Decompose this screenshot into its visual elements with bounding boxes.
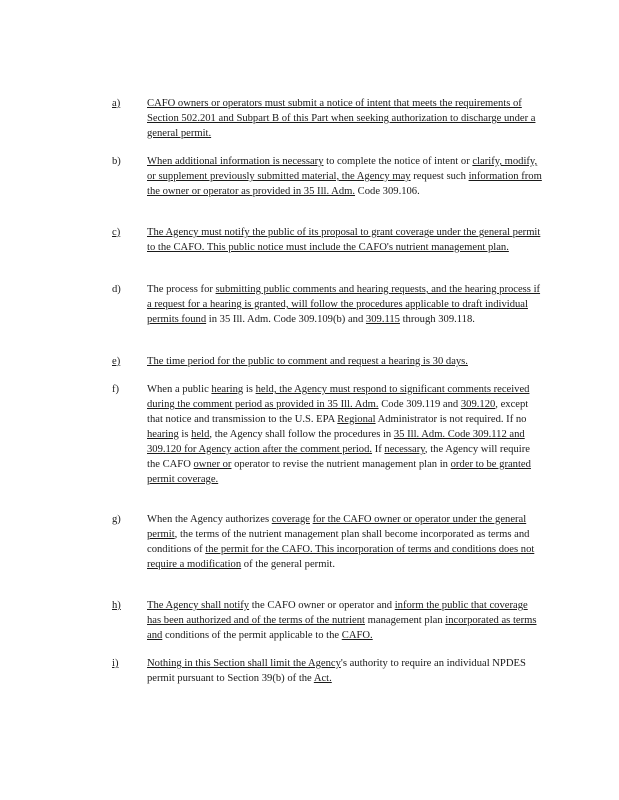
text-segment: , the terms of the nutrient management plan shall become incorporated as terms and conditions of [147,529,530,555]
text-segment: through 309.118. [399,314,475,325]
text-segment: held [191,429,210,440]
text-segment: , the Agency will require the CAFO [147,444,530,470]
text-segment: Code 309.106. [355,186,420,197]
text-segment: inform the public that coverage has been authorized and of the terms of the nutrient [147,600,528,626]
text-segment: When a public [147,384,212,395]
text-segment: management plan [364,615,446,626]
paragraph-f [112,382,552,487]
paragraph-marker: c) [112,227,121,238]
text-segment: Nothing in this Section shall limit the Agency [147,658,341,669]
text-segment: hearing [211,384,244,395]
text-segment: hearing [147,429,179,440]
paragraph-text [147,354,543,369]
text-segment: owner or [193,459,232,470]
text-segment: When the Agency authorizes [147,514,272,525]
paragraph-marker: e) [112,356,121,367]
text-segment: 's authority to require an individual NPDES permit pursuant to Section 39(b) of the [147,658,526,684]
text-segment: , the Agency shall follow the procedures in [209,429,394,440]
text-segment: submitting public comments and hearing requests, and the hearing process if a request for a hearing is granted, will follow the procedures applicable to draft individual permits found [147,284,541,325]
paragraph-a [112,96,552,141]
text-segment: CAFO. [341,630,373,641]
paragraph-text [147,225,543,255]
paragraph-marker: i) [112,658,119,669]
text-segment: incorporated as terms and [147,615,537,641]
paragraph-marker: a) [112,98,121,109]
paragraph-b [112,154,552,199]
text-segment: of the general permit. [241,559,335,570]
paragraph-marker: d) [112,284,121,295]
text-segment: for the CAFO owner or operator under the general permit [147,514,527,540]
paragraph-i [112,656,552,686]
paragraph-c [112,225,552,255]
paragraph-text [147,382,543,487]
paragraph-marker: g) [112,514,121,525]
text-segment: coverage [271,514,310,525]
text-segment: is [178,429,192,440]
text-segment: the CAFO owner or operator and [249,600,395,611]
text-segment: Code 309.119 and [378,399,461,410]
text-segment: Administrator is not required. If no [375,414,527,425]
text-segment: clarify, modify, or supplement previously submitted material, the Agency may [147,156,538,182]
paragraph-e [112,354,552,369]
text-segment: held, the Agency must respond to significant comments received during the comment period as provided in 35 Ill. Adm. [147,384,530,410]
text-segment: necessary [384,444,425,455]
text-segment: The Agency must notify the public of its proposal to grant coverage under the general permit to the CAFO. This public notice must include the CAFO's nutrient management plan. [147,227,541,253]
text-segment: 35 Ill. Adm. Code 309.112 and 309.120 for Agency action after the comment period. [147,429,525,455]
text-segment: conditions of the permit applicable to the [162,630,342,641]
paragraph-text [147,656,543,686]
text-segment: The Agency shall notify [147,600,250,611]
paragraph-text [147,282,543,327]
text-segment: information from the owner or operator as provided in 35 Ill. Adm. [147,171,542,197]
text-segment: order to be granted permit coverage. [147,459,531,485]
text-segment: When additional information is necessary [147,156,324,167]
text-segment: The time period for the public to comment and request a hearing is 30 days. [147,356,468,367]
paragraph-text [147,512,543,572]
text-segment: the permit for the CAFO. This incorporation of terms and conditions does not require a modification [147,544,535,570]
text-segment: to complete the notice of intent or [323,156,473,167]
paragraph-marker: f) [112,384,120,395]
text-segment: request such [410,171,469,182]
text-segment: 309.115 [365,314,400,325]
text-segment: 309.120 [460,399,496,410]
paragraph-text [147,154,543,199]
text-segment: , except that notice and transmission to the U.S. EPA [147,399,529,425]
text-segment: CAFO owners or operators must submit a notice of intent that meets the requirements of Section 502.201 and Subpart B of this Part when seeking authorization to discharge under a general permit. [147,98,536,139]
text-segment: Act. [313,673,332,684]
paragraph-marker: b) [112,156,121,167]
text-segment: in 35 Ill. Adm. Code 309.109(b) and [206,314,366,325]
text-segment: operator to revise the nutrient management plan in [231,459,451,470]
paragraph-marker: h) [112,600,121,611]
text-segment: is [243,384,256,395]
paragraph-text [147,96,543,141]
text-segment: If [372,444,385,455]
text-segment: The process for [147,284,216,295]
paragraph-g [112,512,552,572]
text-segment: Regional [337,414,376,425]
paragraph-h [112,598,552,643]
paragraph-d [112,282,552,327]
paragraph-text [147,598,543,643]
